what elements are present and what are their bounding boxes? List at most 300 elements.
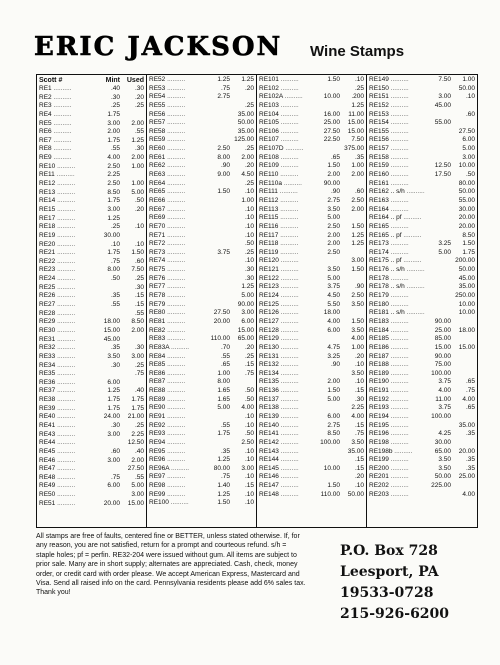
mint-price: 45.00 bbox=[103, 335, 120, 343]
table-row bbox=[39, 292, 144, 301]
table-row bbox=[259, 111, 364, 120]
scott-number-text: RE12 bbox=[39, 180, 56, 188]
leader-dots: .......... bbox=[388, 153, 409, 161]
mint-price: 1.75 bbox=[107, 197, 120, 205]
scott-number-text: RE83A bbox=[149, 343, 170, 351]
table-row bbox=[39, 163, 144, 172]
mailing-address bbox=[340, 541, 449, 625]
table-row bbox=[259, 309, 364, 318]
table-row bbox=[149, 249, 254, 258]
scott-number bbox=[259, 257, 316, 266]
scott-number-text: RE124 bbox=[259, 292, 279, 300]
table-row bbox=[149, 214, 254, 223]
table-row bbox=[259, 378, 364, 387]
leader-dots: .......... bbox=[404, 188, 425, 196]
scott-number-text: RE88 bbox=[149, 387, 166, 395]
scott-number-text: RE99 bbox=[149, 490, 166, 498]
table-row bbox=[259, 249, 364, 258]
scott-number-text: RE184 bbox=[369, 326, 389, 334]
leader-dots: .......... bbox=[388, 464, 409, 472]
scott-number bbox=[369, 180, 427, 189]
table-row bbox=[39, 215, 144, 224]
mint-price bbox=[316, 370, 340, 379]
mint-price: 1.65 bbox=[217, 395, 230, 403]
phone-number: 215-926-6200 bbox=[340, 606, 450, 622]
leader-dots: .......... bbox=[388, 205, 409, 213]
mint-price: 2.00 bbox=[327, 231, 340, 239]
scott-number-text: RE131 bbox=[259, 352, 279, 360]
used-price: 2.25 bbox=[131, 430, 144, 438]
used-price: 2.50 bbox=[351, 196, 364, 204]
mint-price: .75 bbox=[110, 257, 120, 265]
scott-number-text: RE155 bbox=[369, 127, 389, 135]
leader-dots: .......... bbox=[165, 248, 186, 256]
leader-dots: .......... bbox=[51, 110, 72, 118]
used-price: 25.00 bbox=[458, 473, 475, 481]
used-price: .25 bbox=[244, 352, 254, 360]
mint-price bbox=[206, 292, 230, 301]
scott-number-text: RE37 bbox=[39, 387, 56, 395]
scott-number bbox=[369, 456, 427, 465]
leader-dots: .......... bbox=[55, 344, 76, 352]
scott-number bbox=[369, 223, 427, 232]
mint-price: 3.75 bbox=[217, 248, 230, 256]
scott-number bbox=[369, 93, 427, 102]
used-price bbox=[451, 353, 475, 362]
table-row bbox=[369, 439, 475, 448]
scott-number-text: RE59 bbox=[149, 136, 166, 144]
scott-number-text: RE164 bbox=[369, 205, 389, 213]
mint-price: 3.50 bbox=[327, 205, 340, 213]
table-row bbox=[149, 465, 254, 474]
used-price: .15 bbox=[354, 464, 364, 472]
table-row bbox=[369, 465, 475, 474]
table-row bbox=[39, 457, 144, 466]
used-price: .30 bbox=[354, 395, 364, 403]
table-row bbox=[149, 128, 254, 137]
scott-number-text: RE93 bbox=[149, 430, 166, 438]
leader-dots: .......... bbox=[278, 214, 299, 222]
scott-number-text: RE75 bbox=[149, 266, 166, 274]
scott-number-text: RE67 bbox=[149, 205, 166, 213]
table-row bbox=[259, 214, 364, 223]
scott-number bbox=[39, 258, 96, 267]
scott-number-text: RE183 bbox=[369, 317, 389, 325]
scott-number bbox=[39, 241, 96, 250]
scott-number-text: RE104 bbox=[259, 110, 279, 118]
used-price: .15 bbox=[354, 421, 364, 429]
scott-number bbox=[149, 396, 206, 405]
leader-dots: .......... bbox=[165, 145, 186, 153]
scott-number-text: RE10 bbox=[39, 162, 56, 170]
scott-number-text: RE154 bbox=[369, 119, 389, 127]
scott-number bbox=[369, 448, 427, 457]
scott-number bbox=[39, 275, 96, 284]
used-price: 35.00 bbox=[347, 447, 364, 455]
used-price: .10 bbox=[244, 412, 254, 420]
used-price: .25 bbox=[134, 361, 144, 369]
scott-number-text: RE5 bbox=[39, 119, 52, 127]
table-row bbox=[149, 491, 254, 500]
used-price: .25 bbox=[134, 102, 144, 110]
scott-number bbox=[369, 327, 427, 336]
used-price: 1.00 bbox=[241, 196, 254, 204]
scott-number-text: RE81 bbox=[149, 317, 166, 325]
scott-number-text: RE63 bbox=[149, 171, 166, 179]
leader-dots: .......... bbox=[278, 378, 299, 386]
used-price: 50.00 bbox=[237, 119, 254, 127]
scott-number-text: RE27 bbox=[39, 301, 56, 309]
scott-number-text: RE101 bbox=[259, 76, 279, 83]
leader-dots: .......... bbox=[55, 499, 76, 507]
used-price: 50.00 bbox=[458, 84, 475, 92]
scott-number-text: RE87 bbox=[149, 378, 166, 386]
leader-dots: .......... bbox=[278, 283, 299, 291]
leader-dots: .......... bbox=[278, 404, 299, 412]
scott-number bbox=[259, 413, 316, 422]
used-price: 50.00 bbox=[458, 266, 475, 274]
mint-price: 4.00 bbox=[438, 387, 451, 395]
scott-number-text: RE106 bbox=[259, 127, 279, 135]
leader-dots: .......... bbox=[169, 464, 190, 472]
used-price: .25 bbox=[244, 248, 254, 256]
mint-price: 2.50 bbox=[107, 180, 120, 188]
mint-price: 8.50 bbox=[107, 188, 120, 196]
leader-dots: .......... bbox=[388, 343, 409, 351]
leader-dots: .......... bbox=[388, 127, 409, 135]
mint-price: 2.00 bbox=[327, 240, 340, 248]
scott-number-text: RE149 bbox=[369, 76, 389, 83]
leader-dots: .......... bbox=[278, 274, 299, 282]
scott-number-text: RE152 bbox=[369, 101, 389, 109]
leader-dots: .......... bbox=[388, 335, 409, 343]
scott-number bbox=[259, 482, 316, 491]
scott-number bbox=[39, 387, 96, 396]
mint-price: 1.50 bbox=[327, 162, 340, 170]
mint-price: 30.00 bbox=[103, 231, 120, 239]
table-row bbox=[259, 85, 364, 94]
table-row bbox=[149, 206, 254, 215]
mint-price bbox=[316, 257, 340, 266]
leader-dots: .......... bbox=[165, 456, 186, 464]
page-title: Wine Stamps bbox=[310, 43, 405, 60]
mint-price: 11.00 bbox=[435, 395, 451, 403]
used-price: 5.00 bbox=[131, 188, 144, 196]
scott-number bbox=[39, 111, 96, 120]
scott-number bbox=[259, 335, 316, 344]
used-price: 15.00 bbox=[347, 127, 364, 135]
scott-number-text: RE15 bbox=[39, 205, 56, 213]
scott-number-text: RE111 bbox=[259, 188, 278, 196]
mint-price bbox=[427, 491, 451, 500]
mint-price bbox=[427, 257, 451, 266]
used-price: .10 bbox=[354, 482, 364, 490]
used-price: 4.00 bbox=[351, 335, 364, 343]
mint-price: 5.00 bbox=[327, 214, 340, 222]
used-price: 45.00 bbox=[458, 274, 475, 282]
mint-price: .40 bbox=[110, 85, 120, 92]
scott-number-text: RE100 bbox=[149, 499, 169, 507]
mint-price: 2.50 bbox=[327, 248, 340, 256]
leader-dots: .......... bbox=[388, 119, 409, 127]
mint-price: 3.00 bbox=[107, 205, 120, 213]
scott-number bbox=[39, 266, 96, 275]
scott-number bbox=[149, 102, 206, 111]
used-price: .10 bbox=[465, 93, 475, 101]
table-row bbox=[39, 387, 144, 396]
scott-number bbox=[39, 137, 96, 146]
used-price: .10 bbox=[244, 447, 254, 455]
scott-number bbox=[149, 275, 206, 284]
table-row bbox=[149, 232, 254, 241]
mint-price: .75 bbox=[110, 473, 120, 481]
mint-price: .30 bbox=[110, 361, 120, 369]
used-price: 5.00 bbox=[131, 482, 144, 490]
scott-number-text: RE103 bbox=[259, 101, 279, 109]
leader-dots: .......... bbox=[388, 179, 409, 187]
scott-number-text: RE94 bbox=[149, 438, 166, 446]
table-row bbox=[149, 396, 254, 405]
leader-dots: .......... bbox=[165, 292, 186, 300]
scott-number bbox=[149, 206, 206, 215]
scott-number-text: RE162 .. s/h bbox=[369, 188, 405, 196]
scott-number bbox=[369, 283, 427, 292]
used-price: 3.00 bbox=[351, 257, 364, 265]
leader-dots: .......... bbox=[388, 76, 409, 83]
scott-number bbox=[369, 249, 427, 258]
table-row bbox=[259, 223, 364, 232]
table-row bbox=[39, 482, 144, 491]
scott-number-text: RE21 bbox=[39, 249, 56, 257]
mint-price: .30 bbox=[110, 93, 120, 101]
scott-number bbox=[39, 120, 96, 129]
table-row bbox=[369, 154, 475, 163]
scott-number bbox=[149, 171, 206, 180]
leader-dots: .......... bbox=[165, 136, 186, 144]
used-price: .30 bbox=[244, 274, 254, 282]
scott-number bbox=[149, 361, 206, 370]
scott-number bbox=[369, 111, 427, 120]
mint-price: 1.00 bbox=[217, 369, 230, 377]
mint-price: .55 bbox=[220, 421, 230, 429]
scott-number-text: RE148 bbox=[259, 490, 279, 498]
used-price: 4.00 bbox=[462, 395, 475, 403]
table-row bbox=[39, 197, 144, 206]
leader-dots: .......... bbox=[55, 413, 76, 421]
scott-number bbox=[39, 318, 96, 327]
mint-price: 4.50 bbox=[327, 292, 340, 300]
scott-number bbox=[369, 482, 427, 491]
mint-price: 15.00 bbox=[434, 343, 451, 351]
used-price: 3.00 bbox=[241, 464, 254, 472]
table-row bbox=[39, 154, 144, 163]
table-row bbox=[369, 283, 475, 292]
mint-price: 50.00 bbox=[434, 473, 451, 481]
used-price bbox=[451, 439, 475, 448]
leader-dots: .......... bbox=[388, 101, 409, 109]
scott-number-text: RE136 bbox=[259, 387, 279, 395]
mint-price: 1.75 bbox=[107, 136, 120, 144]
mint-price: .75 bbox=[220, 473, 230, 481]
used-price: .55 bbox=[134, 128, 144, 136]
scott-number bbox=[149, 301, 206, 310]
mint-price: .10 bbox=[110, 240, 120, 248]
table-row bbox=[369, 188, 475, 197]
scott-number bbox=[369, 370, 427, 379]
leader-dots: .......... bbox=[388, 317, 409, 325]
leader-dots: .......... bbox=[55, 266, 76, 274]
scott-number bbox=[259, 223, 316, 232]
scott-number bbox=[39, 362, 96, 371]
leader-dots: .......... bbox=[55, 188, 76, 196]
used-price bbox=[451, 361, 475, 370]
table-row bbox=[39, 258, 144, 267]
used-price: .65 bbox=[465, 378, 475, 386]
used-price bbox=[120, 215, 144, 224]
mint-price: .25 bbox=[110, 223, 120, 231]
leader-dots: .......... bbox=[278, 300, 299, 308]
scott-number-text: RE200 bbox=[369, 464, 389, 472]
mint-price: 1.75 bbox=[217, 430, 230, 438]
scott-number-text: RE91 bbox=[149, 412, 166, 420]
leader-dots: .......... bbox=[388, 430, 409, 438]
used-price: 5.00 bbox=[241, 292, 254, 300]
mint-price: .30 bbox=[110, 421, 120, 429]
scott-number bbox=[149, 448, 206, 457]
scott-number-text: RE1 bbox=[39, 85, 52, 92]
scott-number-text: RE123 bbox=[259, 283, 279, 291]
scott-number bbox=[39, 163, 96, 172]
scott-number bbox=[369, 473, 427, 482]
scott-number bbox=[369, 301, 427, 310]
scott-number-text: RE77 bbox=[149, 283, 166, 291]
table-row bbox=[39, 439, 144, 448]
scott-number-text: RE65 bbox=[149, 188, 166, 196]
used-price: 35.00 bbox=[237, 127, 254, 135]
table-row bbox=[369, 335, 475, 344]
leader-dots: .......... bbox=[278, 292, 299, 300]
leader-dots: .......... bbox=[278, 119, 299, 127]
leader-dots: .......... bbox=[282, 179, 302, 187]
used-price: 2.00 bbox=[351, 205, 364, 213]
table-row bbox=[39, 370, 144, 379]
leader-dots: .......... bbox=[278, 257, 299, 265]
scott-number-text: RE195 bbox=[369, 421, 389, 429]
used-price: .20 bbox=[134, 93, 144, 101]
table-row bbox=[39, 128, 144, 137]
table-row bbox=[259, 301, 364, 310]
scott-number bbox=[149, 249, 206, 258]
mint-price: 12.50 bbox=[434, 162, 451, 170]
mint-price bbox=[427, 111, 451, 120]
used-price: 35.00 bbox=[458, 421, 475, 429]
leader-dots: .......... bbox=[278, 421, 299, 429]
leader-dots: .......... bbox=[55, 214, 76, 222]
mint-price: 1.40 bbox=[217, 482, 230, 490]
scott-number bbox=[369, 344, 427, 353]
table-row bbox=[259, 266, 364, 275]
scott-number-text: RE61 bbox=[149, 153, 166, 161]
mint-price: 1.25 bbox=[107, 214, 120, 222]
used-price: .65 bbox=[465, 404, 475, 412]
scott-number bbox=[369, 266, 427, 275]
leader-dots: .......... bbox=[165, 447, 186, 455]
leader-dots: .......... bbox=[278, 335, 299, 343]
scott-number bbox=[149, 473, 206, 482]
mint-price: 100.00 bbox=[431, 369, 451, 377]
scott-number bbox=[369, 309, 427, 318]
mint-price: 65.00 bbox=[434, 447, 451, 455]
table-row bbox=[259, 413, 364, 422]
scott-number-text: RE64 bbox=[149, 179, 166, 187]
scott-number bbox=[369, 162, 427, 171]
mint-price: 90.00 bbox=[434, 352, 451, 360]
leader-dots: .......... bbox=[278, 76, 299, 83]
scott-number-text: RE24 bbox=[39, 275, 56, 283]
used-price: 1.00 bbox=[131, 162, 144, 170]
scott-number-text: RE57 bbox=[149, 119, 166, 127]
leader-dots: .......... bbox=[55, 396, 76, 404]
leader-dots: .......... bbox=[278, 482, 299, 490]
table-row bbox=[39, 189, 144, 198]
leader-dots: .......... bbox=[165, 257, 186, 265]
mint-price: 2.50 bbox=[107, 162, 120, 170]
scott-number-text: RE110a bbox=[259, 179, 283, 187]
table-row bbox=[369, 249, 475, 258]
table-row bbox=[39, 180, 144, 189]
table-row bbox=[369, 309, 475, 318]
table-row bbox=[149, 102, 254, 111]
table-row bbox=[259, 119, 364, 128]
leader-dots: .......... bbox=[278, 127, 299, 135]
scott-number-text: RE14 bbox=[39, 197, 56, 205]
scott-number bbox=[259, 119, 316, 128]
table-row bbox=[369, 240, 475, 249]
table-row bbox=[149, 378, 254, 387]
used-price: .30 bbox=[134, 85, 144, 92]
table-row bbox=[149, 119, 254, 128]
mint-price: 2.00 bbox=[107, 128, 120, 136]
mint-price: 110.00 bbox=[210, 335, 230, 343]
leader-dots: .......... bbox=[55, 205, 76, 213]
leader-dots: .......... bbox=[55, 430, 76, 438]
leader-dots: .......... bbox=[165, 300, 186, 308]
used-price: 1.00 bbox=[351, 162, 364, 170]
leader-dots: .......... bbox=[55, 283, 76, 291]
scott-number-text: RE156 bbox=[369, 136, 389, 144]
table-row bbox=[149, 335, 254, 344]
leader-dots: .......... bbox=[165, 171, 186, 179]
scott-number bbox=[149, 370, 206, 379]
scott-number-text: RE52 bbox=[149, 76, 166, 83]
used-price bbox=[120, 232, 144, 241]
table-row bbox=[149, 344, 254, 353]
mint-price: .35 bbox=[110, 292, 120, 300]
used-price: .10 bbox=[244, 231, 254, 239]
scott-number-text: RE178 .. s/h bbox=[369, 283, 405, 291]
leader-dots: .......... bbox=[165, 119, 186, 127]
scott-number bbox=[259, 85, 316, 94]
mint-price bbox=[316, 448, 340, 457]
scott-number bbox=[259, 448, 316, 457]
table-row bbox=[369, 214, 475, 223]
leader-dots: .......... bbox=[392, 447, 413, 455]
mint-price bbox=[316, 456, 340, 465]
scott-number-text: RE22 bbox=[39, 257, 56, 265]
mint-price: 2.00 bbox=[327, 378, 340, 386]
leader-dots: .......... bbox=[55, 231, 76, 239]
scott-number bbox=[259, 309, 316, 318]
